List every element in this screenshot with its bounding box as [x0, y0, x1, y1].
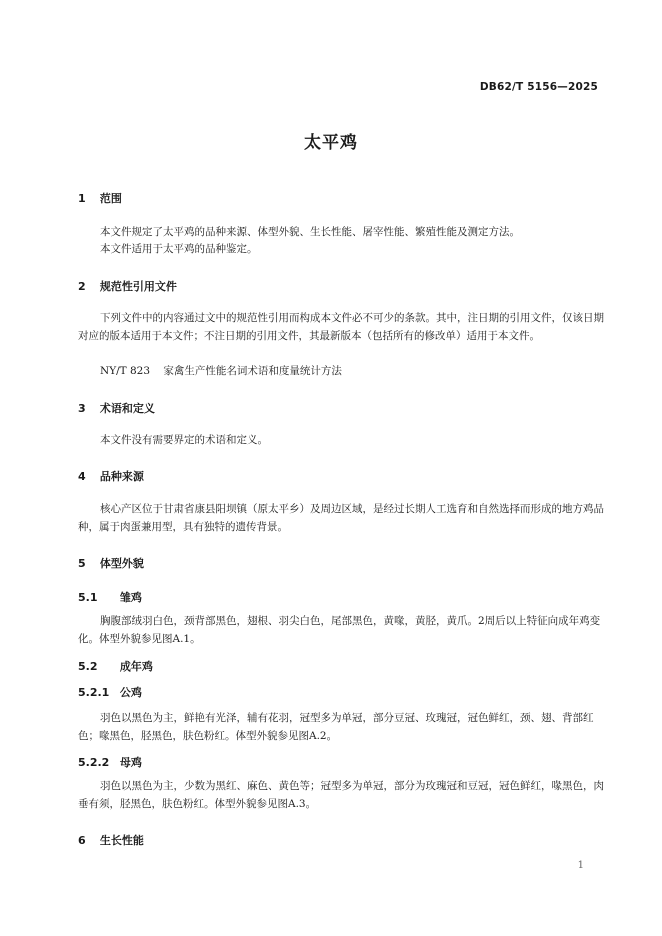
standard-code: DB62/T 5156—2025	[479, 81, 598, 93]
section-6-heading	[78, 832, 144, 848]
section-5-2-heading	[78, 658, 153, 674]
section-title: 术语和定义	[99, 402, 155, 415]
section-title: 生长性能	[99, 834, 144, 847]
paragraph: 羽色以黑色为主，少数为黑红、麻色、黄色等；冠型多为单冠，部分为玫瑰冠和豆冠，冠色鲜红，喙黑色，肉垂有须，胫黑色，肤色粉红。体型外貌参见图A.3。	[78, 780, 604, 810]
section-5-heading	[78, 555, 144, 571]
section-title: 母鸡	[119, 756, 142, 769]
document-title: 太平鸡	[304, 133, 358, 153]
section-number: 2	[78, 280, 86, 293]
section-1-heading	[78, 190, 122, 206]
paragraph: 羽色以黑色为主，鲜艳有光泽，辅有花羽，冠型多为单冠，部分豆冠、玫瑰冠，冠色鲜红，颈、翅、背部红色；喙黑色，胫黑色，肤色粉红。体型外貌参见图A.2。	[78, 712, 594, 742]
section-3-heading	[78, 400, 155, 416]
section-number: 5.1	[78, 591, 98, 604]
paragraph: 本文件适用于太平鸡的品种鉴定。	[100, 243, 258, 255]
section-title: 雏鸡	[119, 591, 142, 604]
section-title: 公鸡	[119, 686, 142, 699]
section-title: 规范性引用文件	[99, 280, 177, 293]
section-5-2-1-heading	[78, 684, 142, 700]
reference-code: NY/T 823	[100, 365, 151, 377]
section-title: 品种来源	[99, 470, 144, 483]
section-number: 5.2	[78, 660, 98, 673]
section-number: 5	[78, 557, 86, 570]
section-number: 4	[78, 470, 86, 483]
reference-title: 家禽生产性能名词术语和度量统计方法	[163, 365, 342, 377]
section-number: 1	[78, 192, 86, 205]
section-number: 5.2.2	[78, 756, 110, 769]
paragraph: 核心产区位于甘肃省康县阳坝镇（原太平乡）及周边区域，是经过长期人工选育和自然选择而形成的地方鸡品种，属于肉蛋兼用型，具有独特的遗传背景。	[78, 503, 604, 533]
section-5-1-heading	[78, 589, 142, 605]
section-number: 3	[78, 402, 86, 415]
paragraph: 下列文件中的内容通过文中的规范性引用而构成本文件必不可少的条款。其中，注日期的引用文件，仅该日期对应的版本适用于本文件；不注日期的引用文件，其最新版本（包括所有的修改单）适用于本文件。	[78, 312, 604, 342]
section-number: 6	[78, 834, 86, 847]
page-number: 1	[577, 860, 584, 871]
normative-reference	[100, 363, 342, 378]
section-4-heading	[78, 468, 144, 484]
section-title: 范围	[99, 192, 122, 205]
section-title: 成年鸡	[119, 660, 153, 673]
paragraph: 本文件没有需要界定的术语和定义。	[100, 434, 268, 446]
section-2-heading	[78, 278, 177, 294]
paragraph: 胸腹部绒羽白色，颈背部黑色，翅根、羽尖白色，尾部黑色，黄喙，黄胫，黄爪。2周后以上特征向成年鸡变化。体型外貌参见图A.1。	[78, 615, 601, 645]
section-number: 5.2.1	[78, 686, 110, 699]
section-title: 体型外貌	[99, 557, 144, 570]
paragraph: 本文件规定了太平鸡的品种来源、体型外貌、生长性能、屠宰性能、繁殖性能及测定方法。	[100, 226, 520, 238]
section-5-2-2-heading	[78, 754, 142, 770]
